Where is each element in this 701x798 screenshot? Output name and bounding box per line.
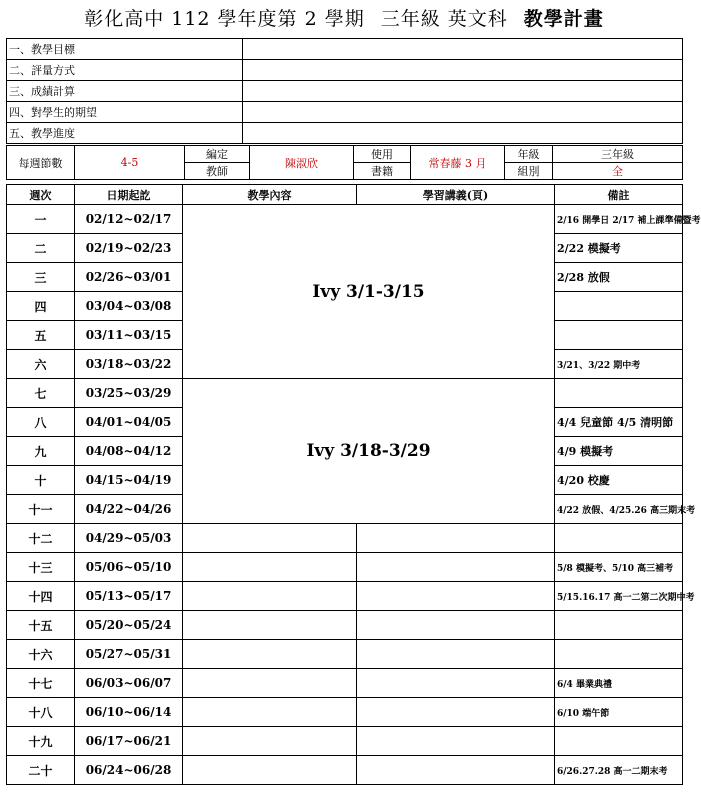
section-content — [243, 39, 683, 60]
periods-label: 每週節數 — [7, 146, 75, 180]
week-dates: 05/06~05/10 — [75, 553, 183, 582]
week-number: 十八 — [7, 698, 75, 727]
week-note: 4/9 模擬考 — [555, 437, 683, 466]
header-content: 教學內容 — [183, 185, 357, 205]
teacher-value: 陳淑欣 — [250, 146, 354, 180]
section-content — [243, 81, 683, 102]
section-row — [7, 39, 683, 60]
schedule-row — [7, 524, 683, 553]
week-dates: 06/24~06/28 — [75, 756, 183, 785]
schedule-row — [7, 205, 683, 234]
schedule-row — [7, 727, 683, 756]
week-note — [555, 321, 683, 350]
week-number: 十二 — [7, 524, 75, 553]
handout-pages-cell — [357, 669, 555, 698]
week-note: 4/20 校慶 — [555, 466, 683, 495]
title-grade-subject: 三年級 英文科 — [380, 8, 508, 30]
handout-pages-cell — [357, 756, 555, 785]
schedule-row — [7, 756, 683, 785]
teaching-content-cell — [183, 727, 357, 756]
week-dates: 06/17~06/21 — [75, 727, 183, 756]
week-note: 6/26.27.28 高一二期末考 — [555, 756, 683, 785]
teacher-label-top: 編定 — [185, 146, 250, 163]
handout-pages-cell — [357, 727, 555, 756]
week-number: 十四 — [7, 582, 75, 611]
week-dates: 06/03~06/07 — [75, 669, 183, 698]
teaching-content-cell — [183, 524, 357, 553]
teaching-content-cell — [183, 611, 357, 640]
week-note: 4/22 放假、4/25.26 高三期末考 — [555, 495, 683, 524]
week-note: 4/4 兒童節 4/5 清明節 — [555, 408, 683, 437]
book-value: 常春藤 3 月 — [411, 146, 505, 180]
teaching-content-cell — [183, 669, 357, 698]
book-label-bottom: 書籍 — [354, 163, 411, 180]
course-info-table — [6, 145, 683, 180]
handout-pages-cell — [357, 640, 555, 669]
page-title — [0, 0, 688, 38]
schedule-row — [7, 698, 683, 727]
schedule-row — [7, 379, 683, 408]
week-note — [555, 524, 683, 553]
teaching-content-cell — [183, 582, 357, 611]
week-dates: 02/26~03/01 — [75, 263, 183, 292]
week-dates: 04/01~04/05 — [75, 408, 183, 437]
handout-pages-cell — [357, 553, 555, 582]
book-label-top: 使用 — [354, 146, 411, 163]
week-dates: 05/20~05/24 — [75, 611, 183, 640]
teacher-label-bottom: 教師 — [185, 163, 250, 180]
grade-value: 三年級 — [553, 146, 683, 163]
week-number: 三 — [7, 263, 75, 292]
week-dates: 04/08~04/12 — [75, 437, 183, 466]
schedule-row — [7, 611, 683, 640]
group-label: 組別 — [505, 163, 553, 180]
section-row — [7, 123, 683, 144]
week-note — [555, 379, 683, 408]
week-dates: 04/15~04/19 — [75, 466, 183, 495]
week-number: 十一 — [7, 495, 75, 524]
content-block-2: Ivy 3/18-3/29 — [183, 379, 555, 524]
section-label: 一、教學目標 — [7, 39, 243, 60]
week-number: 八 — [7, 408, 75, 437]
handout-pages-cell — [357, 524, 555, 553]
handout-pages-cell — [357, 611, 555, 640]
week-number: 七 — [7, 379, 75, 408]
week-note — [555, 611, 683, 640]
week-note: 5/15.16.17 高一二第二次期中考 — [555, 582, 683, 611]
schedule-row — [7, 582, 683, 611]
header-dates: 日期起訖 — [75, 185, 183, 205]
week-number: 十五 — [7, 611, 75, 640]
week-note: 2/16 開學日 2/17 補上課準備暨考 — [555, 205, 683, 234]
week-note: 2/22 模擬考 — [555, 234, 683, 263]
section-label: 四、對學生的期望 — [7, 102, 243, 123]
section-label: 五、教學進度 — [7, 123, 243, 144]
week-note: 3/21、3/22 期中考 — [555, 350, 683, 379]
schedule-table — [6, 204, 701, 785]
section-row — [7, 102, 683, 123]
title-plan: 教學計畫 — [523, 8, 604, 30]
section-label: 三、成績計算 — [7, 81, 243, 102]
week-number: 十九 — [7, 727, 75, 756]
week-number: 四 — [7, 292, 75, 321]
handout-pages-cell — [357, 582, 555, 611]
section-row — [7, 60, 683, 81]
week-dates: 05/13~05/17 — [75, 582, 183, 611]
week-dates: 06/10~06/14 — [75, 698, 183, 727]
week-dates: 02/12~02/17 — [75, 205, 183, 234]
handout-pages-cell — [357, 698, 555, 727]
header-handout: 學習講義(頁) — [357, 185, 555, 205]
teaching-content-cell — [183, 640, 357, 669]
week-number: 二 — [7, 234, 75, 263]
header-notes: 備註 — [555, 185, 683, 205]
week-note: 5/8 模擬考、5/10 高三補考 — [555, 553, 683, 582]
week-dates: 04/22~04/26 — [75, 495, 183, 524]
content-block-1: Ivy 3/1-3/15 — [183, 205, 555, 379]
week-note — [555, 727, 683, 756]
section-content — [243, 60, 683, 81]
week-dates: 02/19~02/23 — [75, 234, 183, 263]
section-label: 二、評量方式 — [7, 60, 243, 81]
group-value: 全 — [553, 163, 683, 180]
week-number: 十七 — [7, 669, 75, 698]
schedule-row — [7, 640, 683, 669]
teaching-content-cell — [183, 698, 357, 727]
week-note: 2/28 放假 — [555, 263, 683, 292]
week-number: 十 — [7, 466, 75, 495]
plan-sections-table — [6, 38, 683, 144]
week-number: 十六 — [7, 640, 75, 669]
week-note: 6/10 端午節 — [555, 698, 683, 727]
week-number: 十三 — [7, 553, 75, 582]
grade-label: 年級 — [505, 146, 553, 163]
week-dates: 03/18~03/22 — [75, 350, 183, 379]
week-dates: 03/04~03/08 — [75, 292, 183, 321]
section-content — [243, 102, 683, 123]
week-dates: 05/27~05/31 — [75, 640, 183, 669]
header-week: 週次 — [7, 185, 75, 205]
week-number: 二十 — [7, 756, 75, 785]
schedule-row — [7, 669, 683, 698]
periods-value: 4-5 — [75, 146, 185, 180]
title-school-term: 彰化高中 112 學年度第 2 學期 — [84, 8, 365, 30]
week-note: 6/4 畢業典禮 — [555, 669, 683, 698]
week-number: 五 — [7, 321, 75, 350]
teaching-content-cell — [183, 756, 357, 785]
week-note — [555, 640, 683, 669]
week-number: 一 — [7, 205, 75, 234]
week-number: 六 — [7, 350, 75, 379]
week-dates: 03/11~03/15 — [75, 321, 183, 350]
schedule-row — [7, 553, 683, 582]
schedule-header — [6, 184, 683, 205]
week-dates: 04/29~05/03 — [75, 524, 183, 553]
week-note — [555, 292, 683, 321]
section-row — [7, 81, 683, 102]
teaching-content-cell — [183, 553, 357, 582]
section-content — [243, 123, 683, 144]
week-dates: 03/25~03/29 — [75, 379, 183, 408]
week-number: 九 — [7, 437, 75, 466]
